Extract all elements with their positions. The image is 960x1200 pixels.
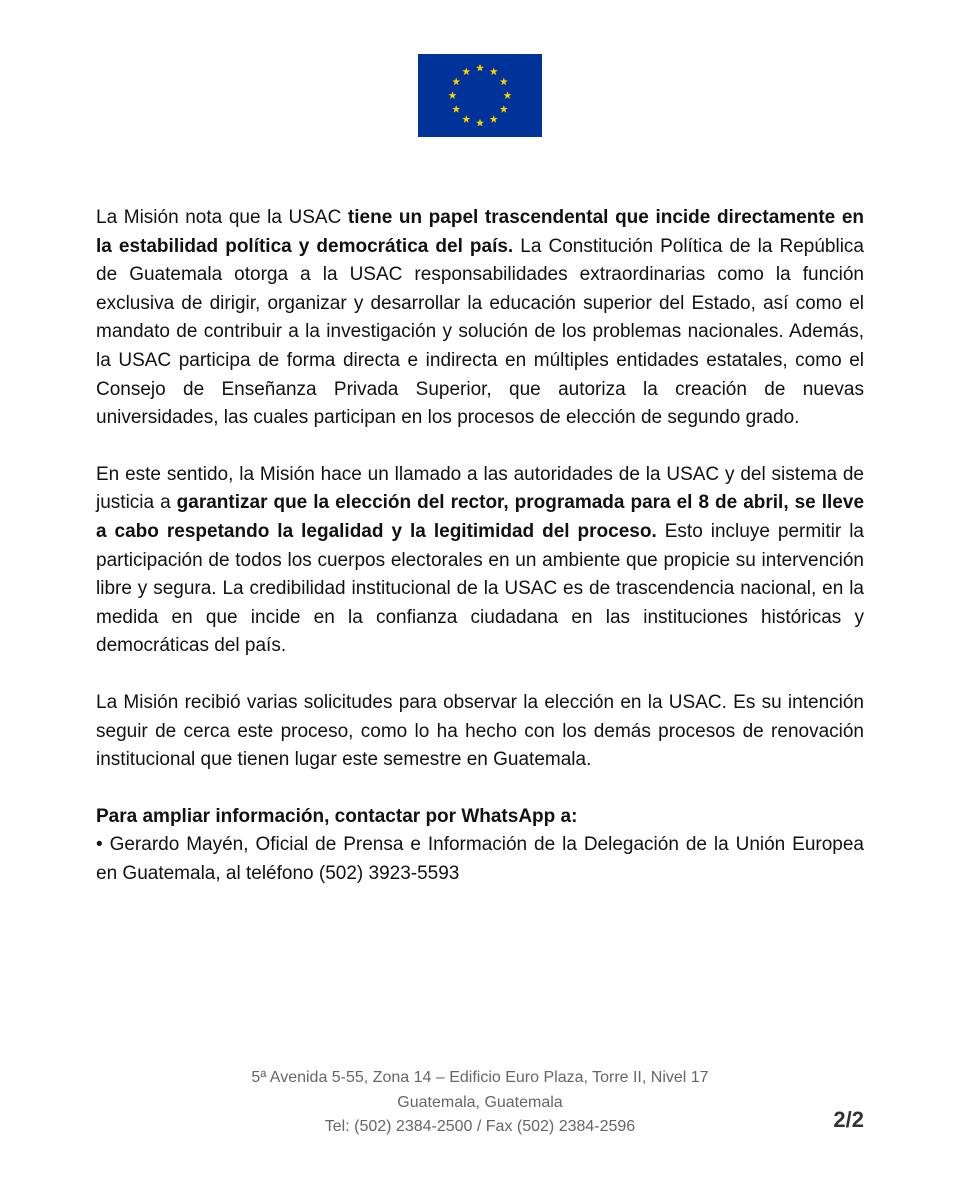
eu-flag-graphic: [418, 54, 542, 137]
contact-heading: Para ampliar información, contactar por WhatsApp a:: [96, 805, 578, 827]
eu-flag-logo: [418, 54, 542, 137]
paragraph-1-text-a: La Misión nota que la USAC: [96, 207, 348, 228]
contact-item: • Gerardo Mayén, Oficial de Prensa e Información de la Delegación de la Unión Europea en Guatemala, al teléfono (502) 3923-5593: [96, 834, 864, 884]
footer-address-line: 5ª Avenida 5-55, Zona 14 – Edificio Euro Plaza, Torre II, Nivel 17: [251, 1069, 709, 1086]
paragraph-1-text-b: La Constitución Política de la República de Guatemala otorga a la USAC responsabilidades extraordinarias como la función exclusiva de dirigir, organizar y desarrollar la educación superior del Estado, así como el mandato de contribuir a la investigación y solución de los problemas nacionales. Además, la USAC participa de forma directa e indirecta en múltiples entidades estatales, como el Consejo de Enseñanza Privada Superior, que autoriza la creación de nuevas universidades, las cuales participan en los procesos de elección de segundo grado.: [96, 235, 864, 429]
paragraph-observation-requests: [96, 689, 864, 775]
paragraph-election-call: [96, 461, 864, 661]
page-number: 2/2: [833, 1107, 864, 1132]
paragraph-usac-role: [96, 204, 864, 433]
paragraph-2-text-a: En este sentido, la Misión hace un llamado a las autoridades de la USAC y del sistema de justicia a: [96, 463, 864, 514]
document-body: [96, 204, 864, 888]
footer-address: [180, 1066, 780, 1140]
paragraph-1-emphasis: tiene un papel trascendental que incide directamente en la estabilidad política y democrática del país.: [96, 207, 864, 257]
footer-phone-line: Tel: (502) 2384-2500 / Fax (502) 2384-2596: [324, 1118, 636, 1135]
paragraph-2-text-b: Esto incluye permitir la participación de todos los cuerpos electorales en un ambiente que propicie su intervención libre y segura. La credibilidad institucional de la USAC es de trascendencia nacional, en la medida en que incide en la confianza ciudadana en las instituciones históricas y democráticas del país.: [96, 520, 864, 657]
paragraph-3-text: La Misión recibió varias solicitudes para observar la elección en la USAC. Es su intención seguir de cerca este proceso, como lo ha hecho con los demás procesos de renovación institucional que tienen lugar este semestre en Guatemala.: [96, 691, 864, 771]
footer-city-line: Guatemala, Guatemala: [397, 1093, 563, 1111]
contact-section: [96, 803, 864, 889]
paragraph-2-emphasis: garantizar que la elección del rector, programada para el 8 de abril, se lleve a cabo respetando la legalidad y la legitimidad del proceso.: [96, 492, 865, 542]
